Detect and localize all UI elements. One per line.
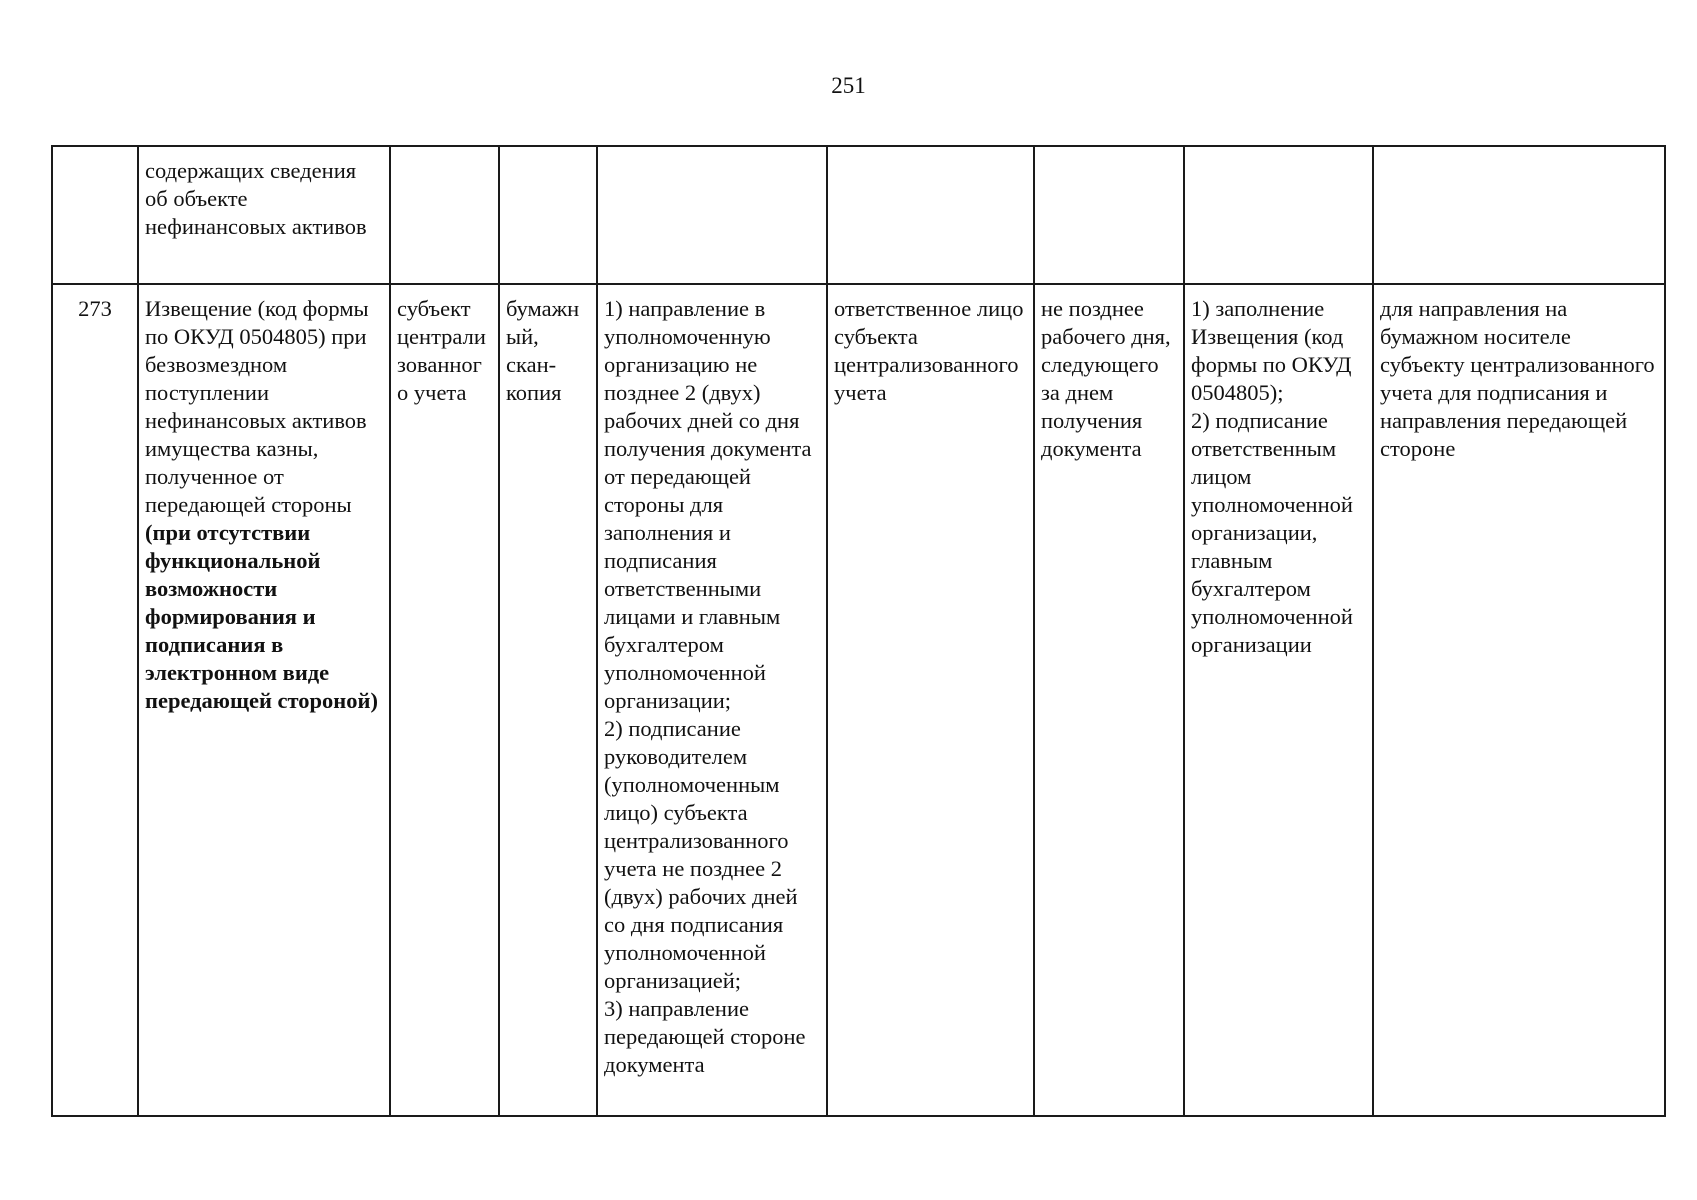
document-name-bold-text: (при отсутствии функциональной возможности формирования и подписания в электронном виде передающей стороной) <box>145 520 378 713</box>
cell-format <box>499 146 597 284</box>
cell-document-name <box>138 284 390 1116</box>
table-row-273 <box>52 284 1665 1116</box>
cell-actions <box>597 146 827 284</box>
cell-receiver-actions: 1) заполнение Извещения (код формы по ОКУД 0504805); 2) подписание ответственным лицом уполномоченной организации, главным бухгалтером уполномоченной организации <box>1184 284 1373 1116</box>
cell-responsible <box>827 146 1034 284</box>
cell-sender <box>390 146 499 284</box>
cell-purpose: для направления на бумажном носителе субъекту централизованного учета для подписания и направления передающей стороне <box>1373 284 1665 1116</box>
cell-purpose <box>1373 146 1665 284</box>
table-row-continued <box>52 146 1665 284</box>
cell-number <box>52 146 138 284</box>
document-name-text: Извещение (код формы по ОКУД 0504805) при безвозмездном поступлении нефинансовых активов имущества казны, полученное от передающей стороны <box>145 296 369 517</box>
document-table <box>51 145 1666 1117</box>
page-number: 251 <box>831 73 866 98</box>
cell-responsible: ответственное лицо субъекта централизованного учета <box>827 284 1034 1116</box>
cell-actions: 1) направление в уполномоченную организацию не позднее 2 (двух) рабочих дней со дня получения документа от передающей стороны для заполнения и подписания ответственными лицами и главным бухгалтером уполномоченной организации; 2) подписание руководителем (уполномоченным лицо) субъекта централизованного учета не позднее 2 (двух) рабочих дней со дня подписания уполномоченной организацией; 3) направление передающей стороне документа <box>597 284 827 1116</box>
cell-deadline <box>1034 146 1184 284</box>
cell-number: 273 <box>52 284 138 1116</box>
cell-format: бумажный, скан-копия <box>499 284 597 1116</box>
cell-deadline: не позднее рабочего дня, следующего за днем получения документа <box>1034 284 1184 1116</box>
cell-sender: субъект централизованного учета <box>390 284 499 1116</box>
cell-receiver-actions <box>1184 146 1373 284</box>
cell-document-name: содержащих сведения об объекте нефинансовых активов <box>138 146 390 284</box>
